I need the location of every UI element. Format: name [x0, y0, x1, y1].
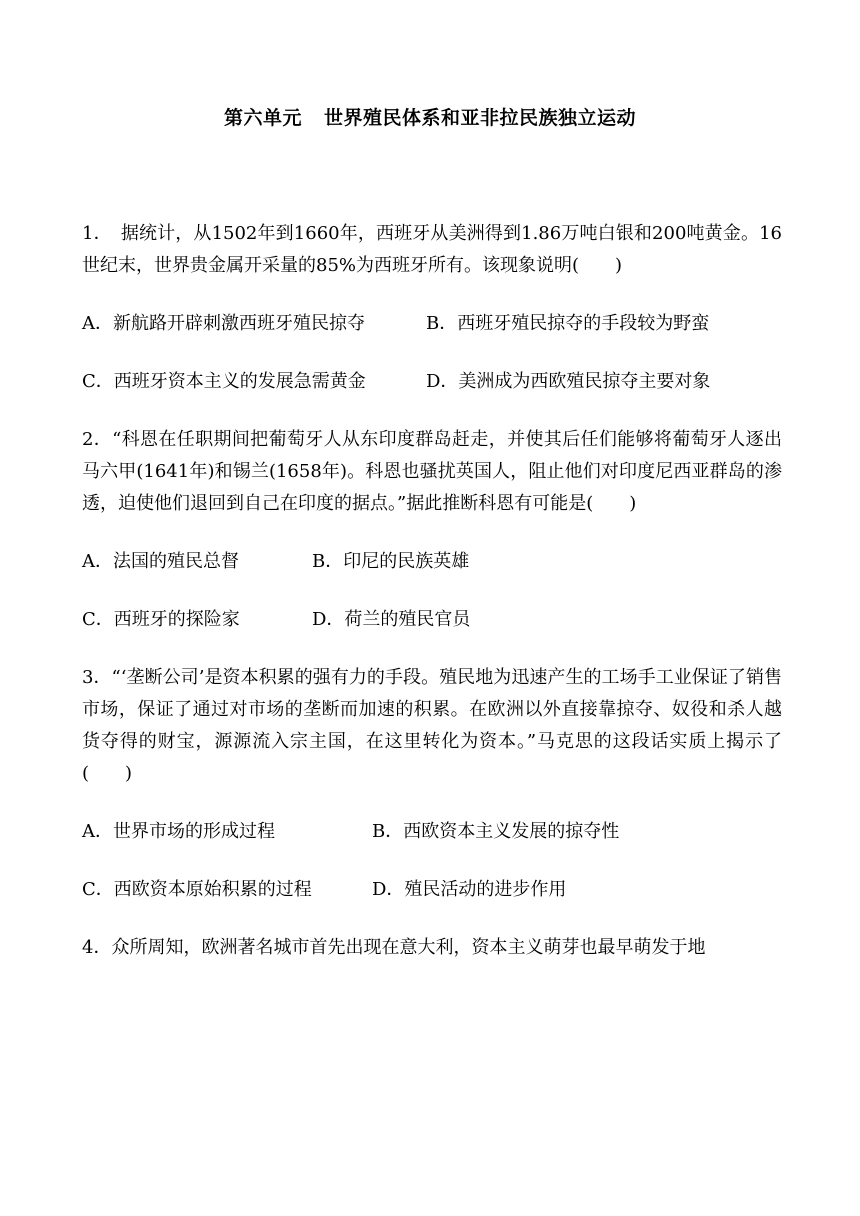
option-d: D．美洲成为西欧殖民掠夺主要对象: [426, 371, 711, 392]
option-b: B．印尼的民族英雄: [312, 551, 470, 572]
option-d: D．荷兰的殖民官员: [312, 609, 471, 630]
question-stem: 2．“科恩在任职期间把葡萄牙人从东印度群岛赶走，并使其后任们能够将葡萄牙人逐出马六甲(1641年)和锡兰(1658年)。科恩也骚扰英国人，阻止他们对印度尼西亚群岛的渗透，迫使他们退回到自己在印度的据点。”据此推断科恩有可能是( ): [82, 429, 782, 514]
option-b: B．西欧资本主义发展的掠夺性: [372, 821, 620, 842]
option-list: [82, 308, 782, 398]
option-c: C．西班牙资本主义的发展急需黄金: [82, 371, 366, 392]
question-4: [82, 932, 782, 964]
option-c: C．西欧资本原始积累的过程: [82, 879, 312, 900]
option-a: A．法国的殖民总督: [82, 551, 239, 572]
title-unit: 第六单元: [223, 107, 302, 129]
option-list: [82, 816, 782, 906]
title-topic: 世界殖民体系和亚非拉民族独立运动: [324, 107, 637, 129]
question-stem: 4．众所周知，欧洲著名城市首先出现在意大利，资本主义萌芽也最早萌发于地: [82, 937, 706, 958]
question-stem: 3．“‘垄断公司’是资本积累的强有力的手段。殖民地为迅速产生的工场手工业保证了销售市场，保证了通过对市场的垄断而加速的积累。在欧洲以外直接靠掠夺、奴役和杀人越货夺得的财宝，源源流入宗主国，在这里转化为资本。”马克思的这段话实质上揭示了( ): [82, 667, 782, 784]
option-b: B．西班牙殖民掠夺的手段较为野蛮: [426, 313, 710, 334]
option-a: A．新航路开辟刺激西班牙殖民掠夺: [82, 313, 365, 334]
question-list: [82, 218, 782, 990]
question-3: [82, 662, 782, 906]
option-a: A．世界市场的形成过程: [82, 821, 275, 842]
document-title: [0, 103, 860, 130]
question-stem: 1． 据统计，从1502年到1660年，西班牙从美洲得到1.86万吨白银和200吨黄金。16世纪末，世界贵金属开采量的85%为西班牙所有。该现象说明( ): [82, 223, 782, 276]
option-d: D．殖民活动的进步作用: [372, 879, 567, 900]
question-1: [82, 218, 782, 398]
option-c: C．西班牙的探险家: [82, 609, 240, 630]
option-list: [82, 546, 782, 636]
question-2: [82, 424, 782, 636]
